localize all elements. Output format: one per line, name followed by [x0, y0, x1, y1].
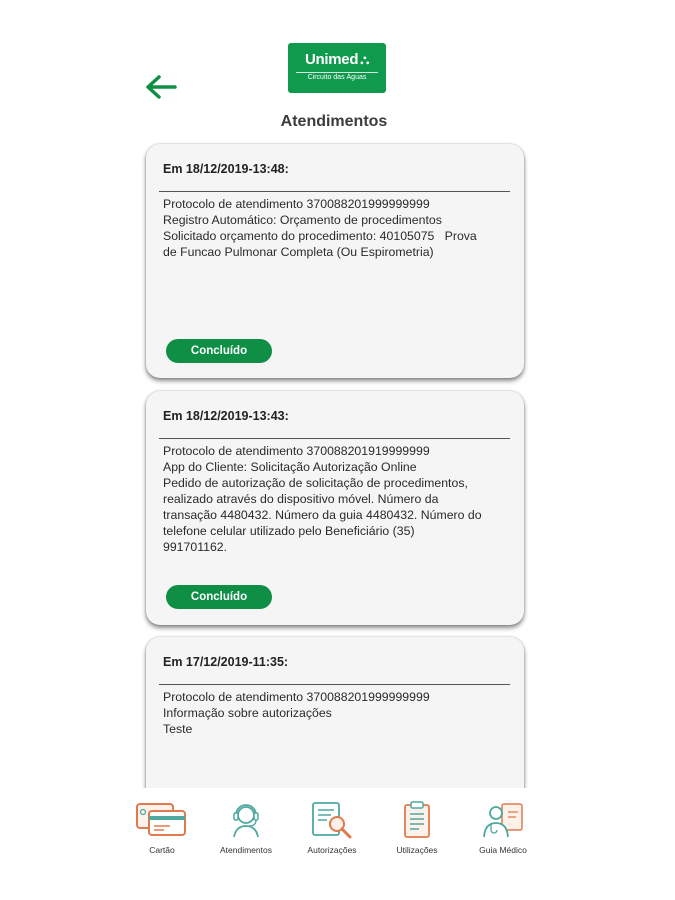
agent-headset-icon [226, 800, 266, 840]
description-line: de Funcao Pulmonar Completa (Ou Espirometria) [163, 245, 434, 259]
description-line: Protocolo de atendimento 370088201999999999 [163, 690, 430, 704]
divider [159, 438, 510, 439]
divider [159, 684, 510, 685]
description-line: 991701162. [163, 540, 228, 554]
nav-item-atendimentos[interactable] [201, 800, 291, 855]
divider [159, 191, 510, 192]
atendimento-card [146, 144, 524, 378]
atendimento-description [163, 689, 510, 737]
unimed-logo [288, 43, 386, 93]
nav-item-autorizacoes[interactable] [287, 800, 377, 855]
description-line: Protocolo de atendimento 370088201999999999 [163, 197, 430, 211]
nav-label: Autorizações [307, 845, 357, 855]
logo-brand: Unimed [304, 51, 359, 68]
atendimentos-list[interactable] [0, 140, 675, 788]
back-button[interactable] [144, 72, 178, 102]
unimed-symbol-icon: ⛬ [360, 52, 370, 67]
atendimento-description [163, 443, 510, 555]
nav-item-utilizacoes[interactable] [372, 800, 462, 855]
atendimento-date: Em 18/12/2019-13:48: [163, 162, 289, 176]
atendimento-card [146, 637, 524, 788]
arrow-left-icon [144, 72, 178, 102]
description-line: Protocolo de atendimento 370088201919999999 [163, 444, 430, 458]
nav-label: Cartão [149, 845, 175, 855]
description-line: Solicitado orçamento do procedimento: 40105075 Prova [163, 229, 477, 243]
nav-item-cartao[interactable] [117, 800, 207, 855]
description-line: telefone celular utilizado pelo Beneficiário (35) [163, 524, 415, 538]
description-line: Teste [163, 722, 193, 736]
page-title: Atendimentos [280, 113, 388, 130]
document-search-icon [307, 800, 357, 840]
atendimento-description [163, 196, 510, 260]
atendimento-card [146, 391, 524, 625]
atendimento-date: Em 17/12/2019-11:35: [163, 655, 289, 669]
atendimento-date: Em 18/12/2019-13:43: [163, 409, 289, 423]
card-icon [134, 800, 190, 840]
status-concluido-button[interactable]: Concluído [166, 585, 272, 609]
bottom-nav [0, 790, 675, 870]
status-concluido-button[interactable]: Concluído [166, 339, 272, 363]
description-line: transação 4480432. Número da guia 4480432. Número do [163, 508, 482, 522]
nav-item-guia-medico[interactable] [458, 800, 548, 855]
description-line: Informação sobre autorizações [163, 706, 332, 720]
nav-label: Atendimentos [220, 845, 272, 855]
doctor-icon [480, 800, 526, 840]
nav-label: Utilizações [396, 845, 438, 855]
description-line: App do Cliente: Solicitação Autorização Online [163, 460, 417, 474]
nav-label: Guia Médico [479, 845, 527, 855]
logo-divider [296, 72, 378, 73]
description-line: Pedido de autorização de solicitação de procedimentos, [163, 476, 468, 490]
logo-subtitle: Circuito das Águas [307, 74, 367, 81]
description-line: Registro Automático: Orçamento de procedimentos [163, 213, 442, 227]
description-line: realizado através do dispositivo móvel. Número da [163, 492, 439, 506]
clipboard-icon [397, 800, 437, 840]
